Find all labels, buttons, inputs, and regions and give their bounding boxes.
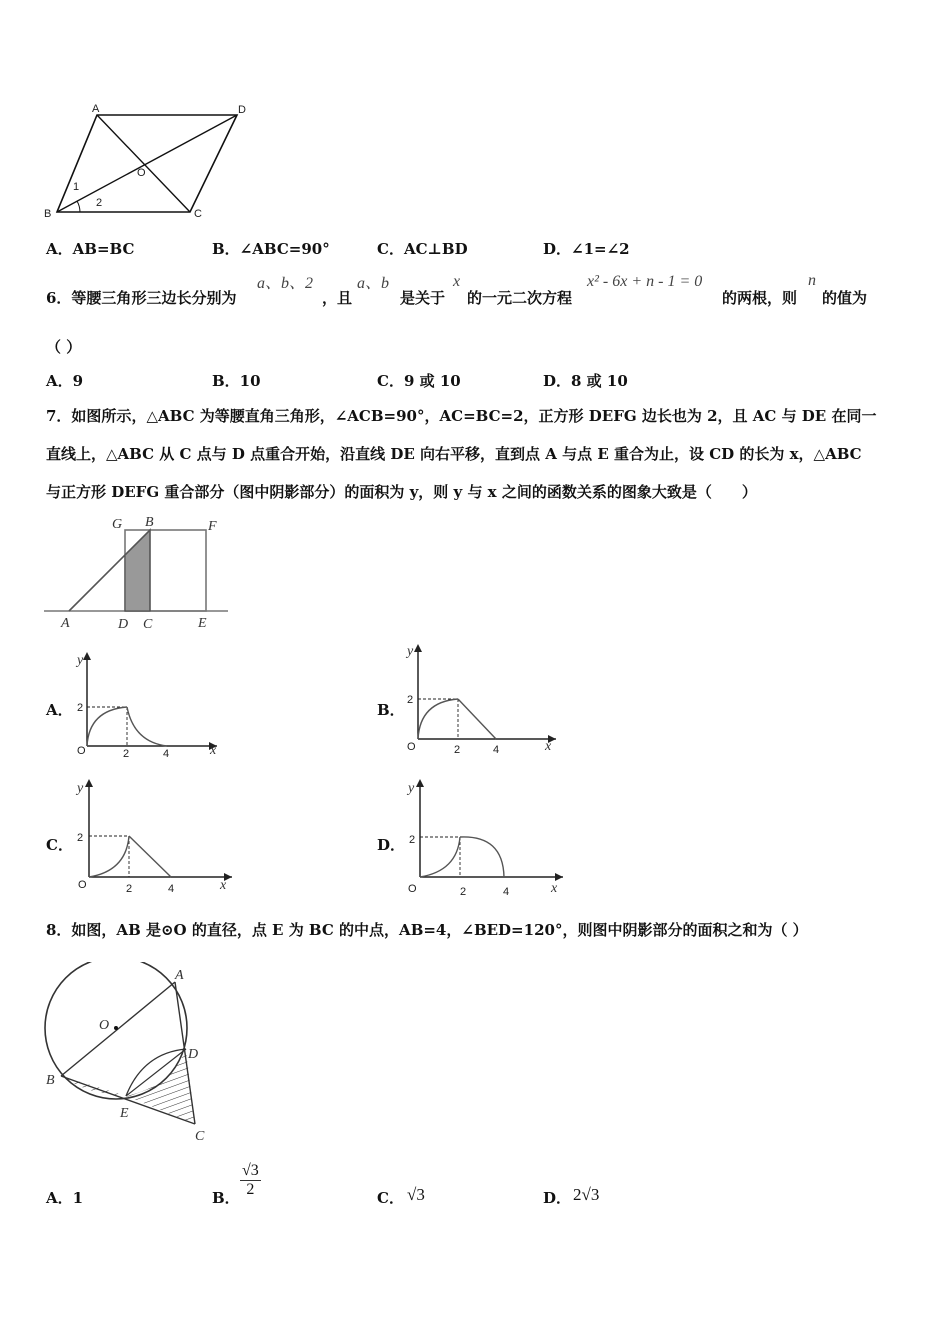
q7-graph-D[interactable] [403,775,568,897]
graph-D-tick-x2: 2 [460,886,467,897]
graph-B-y-label: y [407,644,414,659]
q6-option-D[interactable]: D．8 或 10 [543,372,628,390]
q6-roots: a、b [357,275,390,292]
q8-circle-figure [40,962,220,1147]
graph-C-y-label: y [77,781,84,796]
graph-D-y-label: y [408,781,415,796]
q6-stem-mid2: 是关于 [400,289,446,307]
graph-C-x-label: x [220,878,227,893]
graph-C-tick-x2: 2 [126,883,133,895]
q7-graph-B[interactable] [403,640,561,758]
q6-stem-suffix: 的值为 [822,289,868,307]
graph-D-tick-x4: 4 [503,886,510,897]
q6-option-B[interactable]: B．10 [212,372,261,390]
q7-label-B: B [145,515,154,530]
graph-B-tick-y2: 2 [407,694,414,706]
q7-label-C: C [143,617,153,632]
q6-stem-mid4: 的两根，则 [722,289,798,307]
q8-option-D-value[interactable] [573,1185,599,1205]
graph-A-x-label: x [210,743,217,758]
q8-label-O: O [99,1018,110,1033]
q5-label-O: O [137,167,146,179]
q8-option-D-coef: 2 [573,1185,582,1204]
q5-label-angle1: 1 [73,181,80,193]
graph-D-x-label: x [551,881,558,896]
q6-sides: a、b、2 [257,275,314,292]
graph-D-tick-y2: 2 [409,834,416,846]
q7-label-D: D [118,617,129,632]
q8-option-A[interactable]: A．1 [46,1189,84,1207]
q7-graph-A[interactable] [72,648,222,758]
q7-translation-figure [44,512,228,632]
q8-label-D: D [188,1047,199,1062]
q8-stem: 8．如图，AB 是⊙O 的直径，点 E 为 BC 的中点，AB=4，∠BED=120°，则图中阴影部分的面积之和为（ ） [46,921,808,939]
q5-option-D[interactable]: D．∠1=∠2 [543,240,630,258]
graph-D-origin: O [408,883,417,895]
q5-label-D: D [238,104,246,116]
q7-label-A: A [61,616,70,631]
graph-C-origin: O [78,879,87,891]
q8-label-C: C [195,1129,205,1144]
q7-stem-line1: 7．如图所示，△ABC 为等腰直角三角形，∠ACB=90°，AC=BC=2，正方形 DEFG 边长也为 2，且 AC 与 DE 在同一 [46,407,877,425]
q7-label-G: G [112,517,123,532]
q7-graph-C[interactable] [72,775,237,897]
q8-label-E: E [120,1106,129,1121]
q6-answer-paren: （ ） [46,338,82,356]
q5-label-A: A [92,103,100,115]
q8-option-B-fraction[interactable] [240,1162,261,1199]
q5-option-B[interactable]: B．∠ABC=90° [212,240,330,258]
q8-option-C[interactable]: C． [377,1189,404,1207]
q8-option-B-numerator: √3 [242,1162,259,1179]
q7-label-E: E [198,616,207,631]
graph-A-tick-y2: 2 [77,702,84,714]
q6-variable-x: x [453,273,461,290]
q8-option-C-value[interactable]: √3 [407,1185,425,1204]
q7-stem-line3: 与正方形 DEFG 重合部分（图中阴影部分）的面积为 y，则 y 与 x 之间的函数关系的图象大致是（ ） [46,483,757,501]
q5-option-A[interactable]: A．AB=BC [46,240,135,258]
q8-option-B-denominator: 2 [246,1181,255,1198]
q6-stem-prefix: 6．等腰三角形三边长分别为 [46,289,237,307]
q8-option-D[interactable]: D． [543,1189,572,1207]
graph-A-tick-x2: 2 [123,748,130,758]
q5-parallelogram-figure [40,100,255,225]
q7-label-F: F [208,519,217,534]
q7-option-D[interactable]: D． [377,836,406,854]
q5-label-angle2: 2 [96,197,103,209]
q7-stem-line2: 直线上，△ABC 从 C 点与 D 点重合开始，沿直线 DE 向右平移，直到点 A 与点 E 重合为止，设 CD 的长为 x，△ABC [46,445,862,463]
graph-A-tick-x4: 4 [163,748,170,758]
graph-B-tick-x2: 2 [454,744,461,756]
q8-label-B: B [46,1073,55,1088]
graph-A-y-label: y [77,653,84,668]
q7-option-A[interactable]: A． [46,701,73,719]
q7-option-B[interactable]: B． [377,701,405,719]
q6-variable-n: n [808,272,816,289]
graph-A-origin: O [77,745,86,757]
q6-equation: x² - 6x + n - 1 = 0 [587,273,703,290]
q8-option-D-root: √3 [581,1185,600,1204]
q5-label-C: C [194,208,202,220]
q6-stem-mid1: ，且 [322,289,353,307]
graph-B-origin: O [407,741,416,753]
q6-stem-mid3: 的一元二次方程 [467,289,573,307]
q8-label-A: A [175,968,184,983]
q5-option-C[interactable]: C．AC⊥BD [377,240,468,258]
q7-option-C[interactable]: C． [46,836,73,854]
graph-B-x-label: x [545,739,552,754]
q5-label-B: B [44,208,52,220]
graph-B-tick-x4: 4 [493,744,500,756]
q6-option-C[interactable]: C．9 或 10 [377,372,461,390]
graph-C-tick-x4: 4 [168,883,175,895]
q8-option-B[interactable]: B． [212,1189,240,1207]
graph-C-tick-y2: 2 [77,832,84,844]
q6-option-A[interactable]: A．9 [46,372,84,390]
